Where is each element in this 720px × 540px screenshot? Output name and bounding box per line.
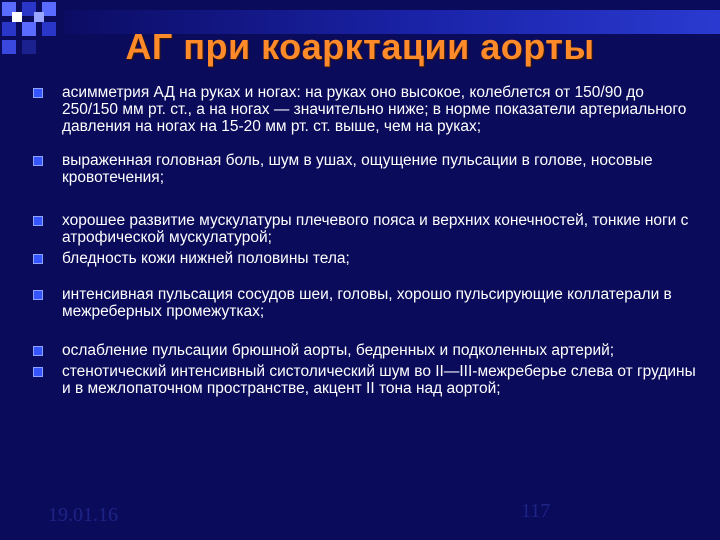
bullet-icon <box>33 367 43 377</box>
bullet-icon <box>33 88 43 98</box>
list-item-text: стенотический интенсивный систолический шум во II—III-межреберье слева от грудины и в межлопаточном пространстве, акцент II тона над аортой; <box>62 363 696 397</box>
list-item-text: асимметрия АД на руках и ногах: на руках оно высокое, колеблется от 150/90 до 250/150 мм рт. ст., а на ногах — значительно ниже; в норме показатели артериального давления на ногах на 15-20 мм рт. ст. выше, чем на руках; <box>62 84 687 135</box>
bullet-icon <box>33 156 43 166</box>
list-item <box>30 84 700 135</box>
bullet-icon <box>33 216 43 226</box>
list-item-text: выраженная головная боль, шум в ушах, ощущение пульсации в голове, носовые кровотечения; <box>62 152 653 186</box>
page-number: 117 <box>521 500 551 522</box>
list-item-text: бледность кожи нижней половины тела; <box>62 250 350 267</box>
list-item-text: ослабление пульсации брюшной аорты, бедренных и подколенных артерий; <box>62 342 615 359</box>
list-item <box>30 363 700 397</box>
list-item-text: хорошее развитие мускулатуры плечевого пояса и верхних конечностей, тонкие ноги с атрофической мускулатурой; <box>62 212 689 246</box>
bullet-list <box>30 84 700 397</box>
bullet-icon <box>33 346 43 356</box>
list-item <box>30 250 700 267</box>
list-item-text: интенсивная пульсация сосудов шеи, головы, хорошо пульсирующие коллатерали в межреберных промежутках; <box>62 286 672 320</box>
list-item <box>30 152 700 186</box>
slide-title: АГ при коарктации аорты <box>125 26 595 67</box>
list-item <box>30 342 700 359</box>
bullet-icon <box>33 254 43 264</box>
list-item <box>30 286 700 320</box>
bullet-icon <box>33 290 43 300</box>
footer-date: 19.01.16 <box>48 504 118 526</box>
list-item <box>30 212 700 246</box>
